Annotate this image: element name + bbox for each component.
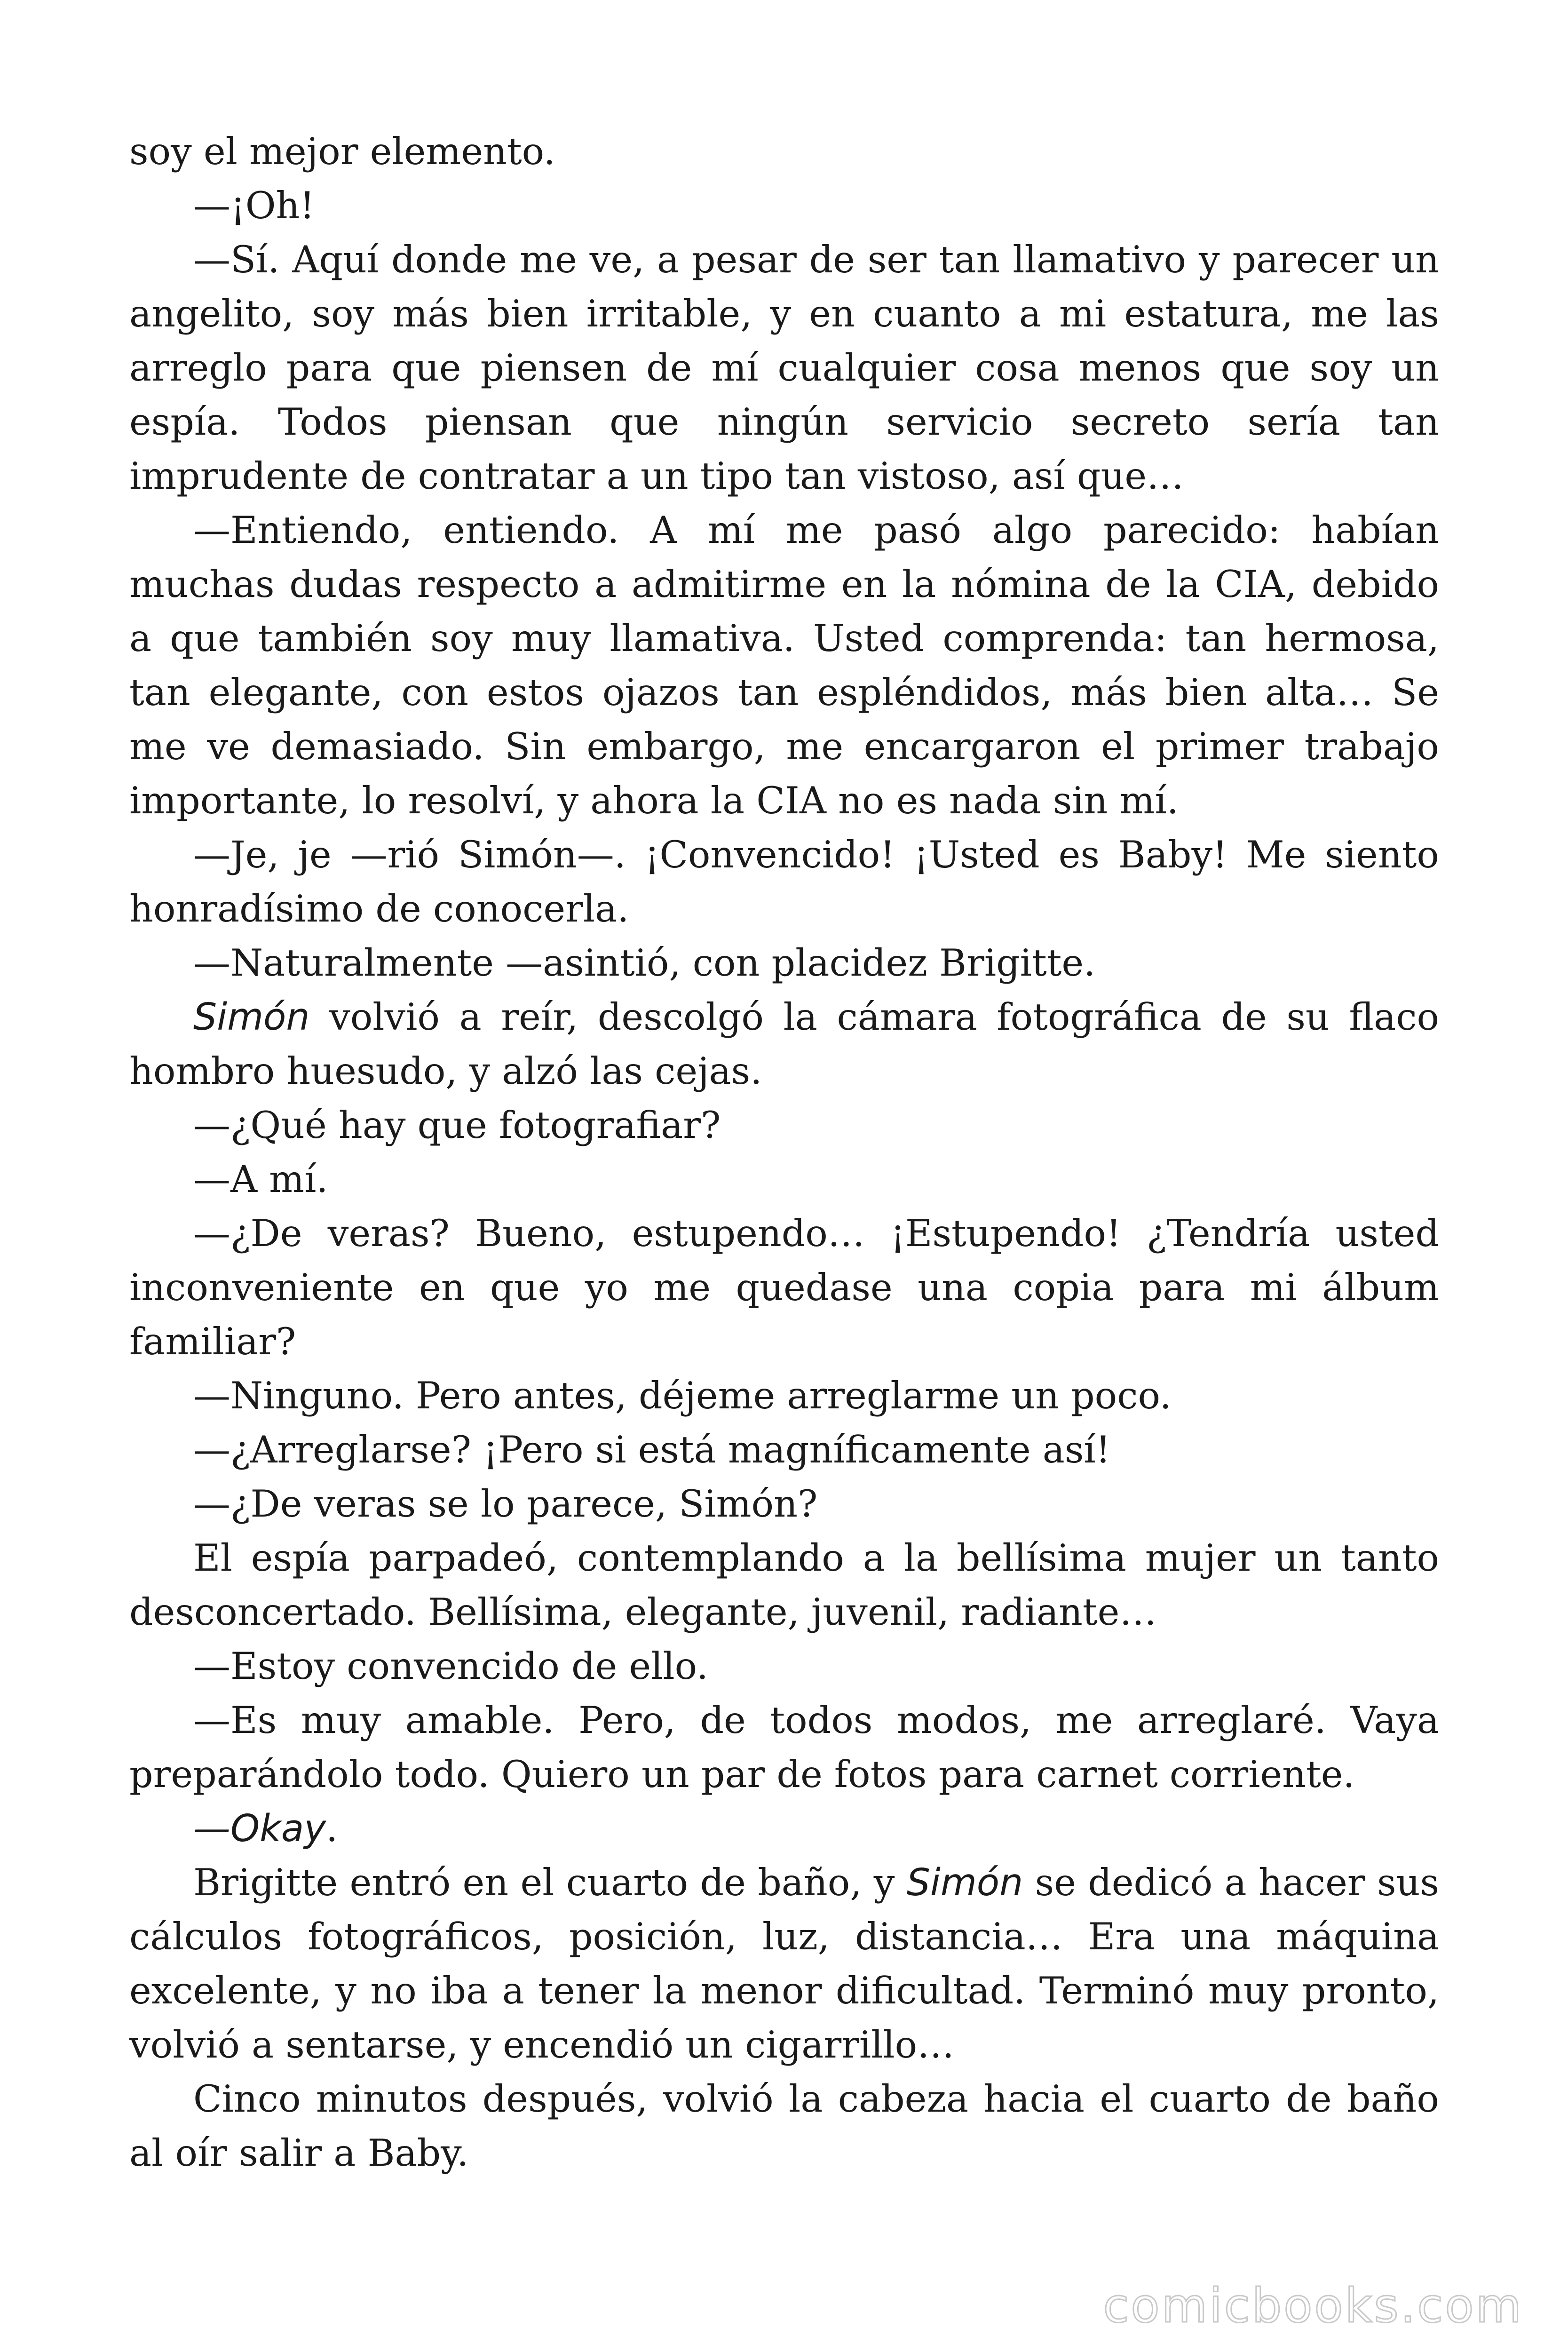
paragraph: [129, 1531, 1439, 1639]
paragraph: [129, 1693, 1439, 1802]
paragraph: [129, 1423, 1439, 1477]
paragraph: [129, 990, 1439, 1098]
paragraph-text: —Ninguno. Pero antes, déjeme arreglarme un poco.: [193, 1374, 1172, 1417]
paragraph-text: —¿De veras? Bueno, estupendo… ¡Estupendo! ¿Tendría usted inconveniente en que yo me quedase una copia para mi álbum familiar?: [129, 1212, 1439, 1363]
paragraph: [129, 1856, 1439, 2072]
paragraph-text: —A mí.: [193, 1158, 328, 1201]
paragraph: [129, 2072, 1439, 2180]
paragraph-text: Cinco minutos después, volvió la cabeza hacia el cuarto de baño al oír salir a Baby.: [129, 2077, 1439, 2175]
paragraph: [129, 1802, 1439, 1856]
paragraph: [129, 1369, 1439, 1423]
paragraph-text: se dedicó a hacer sus cálculos fotográficos, posición, luz, distancia… Era una máquina excelente, y no iba a tener la menor dificultad. Terminó muy pronto, volvió a sentarse, y encendió un cigarrillo…: [129, 1861, 1439, 2066]
page-text: [129, 125, 1439, 2180]
paragraph-text: Brigitte entró en el cuarto de baño, y: [193, 1861, 907, 1904]
paragraph-text: —Je, je —rió Simón—. ¡Convencido! ¡Usted es Baby! Me siento honradísimo de conocerla.: [129, 833, 1439, 930]
paragraph: [129, 1152, 1439, 1207]
paragraph: [129, 125, 1439, 179]
emphasis-text: Simón: [193, 995, 310, 1039]
paragraph-text: volvió a reír, descolgó la cámara fotográfica de su flaco hombro huesudo, y alzó las cejas.: [129, 995, 1439, 1093]
paragraph: [129, 828, 1439, 936]
paragraph-text: .: [326, 1807, 338, 1850]
emphasis-text: —Okay: [193, 1807, 326, 1850]
paragraph: [129, 1477, 1439, 1531]
paragraph-text: —¡Oh!: [193, 184, 315, 227]
paragraph-text: —Entiendo, entiendo. A mí me pasó algo parecido: habían muchas dudas respecto a admitirme en la nómina de la CIA, debido a que también soy muy llamativa. Usted comprenda: tan hermosa, tan elegante, con estos ojazos tan espléndidos, más bien alta… Se me ve demasiado. Sin embargo, me encargaron el primer trabajo importante, lo resolví, y ahora la CIA no es nada sin mí.: [129, 509, 1439, 822]
paragraph: [129, 1098, 1439, 1152]
paragraph-text: El espía parpadeó, contemplando a la bellísima mujer un tanto desconcertado. Bellísima, elegante, juvenil, radiante…: [129, 1536, 1439, 1634]
paragraph-text: —Es muy amable. Pero, de todos modos, me arreglaré. Vaya preparándolo todo. Quiero un par de fotos para carnet corriente.: [129, 1699, 1439, 1796]
paragraph: [129, 936, 1439, 990]
paragraph: [129, 503, 1439, 828]
emphasis-text: Simón: [906, 1861, 1023, 1904]
paragraph-text: soy el mejor elemento.: [129, 130, 555, 173]
paragraph-text: —¿Arreglarse? ¡Pero si está magníficamente así!: [193, 1428, 1111, 1471]
watermark: comicbooks.com: [1103, 2278, 1523, 2333]
paragraph: [129, 233, 1439, 503]
paragraph-text: —Estoy convencido de ello.: [193, 1645, 708, 1688]
paragraph-text: —¿De veras se lo parece, Simón?: [193, 1482, 818, 1526]
paragraph: [129, 179, 1439, 233]
paragraph: [129, 1639, 1439, 1693]
paragraph-text: —Naturalmente —asintió, con placidez Brigitte.: [193, 941, 1096, 985]
paragraph-text: —¿Qué hay que fotografiar?: [193, 1104, 721, 1147]
paragraph: [129, 1207, 1439, 1369]
paragraph-text: —Sí. Aquí donde me ve, a pesar de ser tan llamativo y parecer un angelito, soy más bien irritable, y en cuanto a mi estatura, me las arreglo para que piensen de mí cualquier cosa menos que soy un espía. Todos piensan que ningún servicio secreto sería tan imprudente de contratar a un tipo tan vistoso, así que…: [129, 238, 1439, 498]
